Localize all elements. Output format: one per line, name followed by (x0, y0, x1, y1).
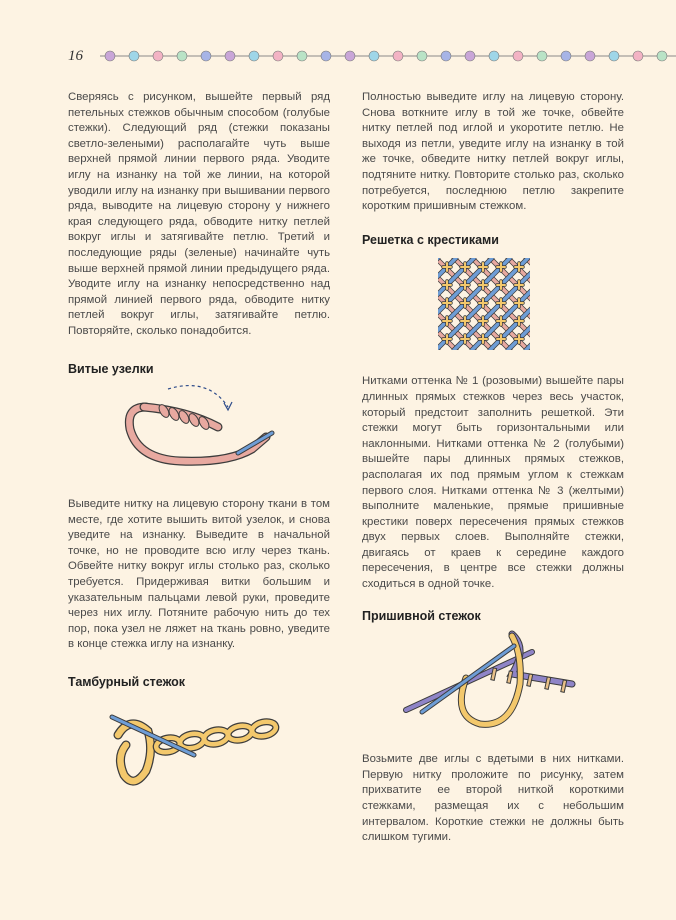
couching-illustration (362, 624, 624, 742)
bead (225, 51, 235, 61)
bead (537, 51, 547, 61)
couching-heading: Пришивной стежок (362, 608, 481, 623)
bead (153, 51, 163, 61)
bead (513, 51, 523, 61)
bead (585, 51, 595, 61)
bead (297, 51, 307, 61)
bead (249, 51, 259, 61)
bead (177, 51, 187, 61)
twisted-knot-heading: Витые узелки (68, 361, 154, 376)
intro-paragraph: Сверяясь с рисунком, вышейте первый ряд петельных стежков обычным способом (голубые стежки). Следующий ряд (стежки показаны светло-зелеными) располагайте чуть выше верхней прямой линии первого ряда. Уводите иглу на изнанку на той же линии, на которой уводили иглу на изнанку при вышивании первого ряда, выводите на лицевую сторону у нижнего края следующего ряда, обводите нитку петлей вокруг иглы и затягивайте петлю. Третий и последующие ряды (зеленые) начинайте чуть выше верхней прямой линии предыдущего ряда. Уводите иглу на изнанку непосредственно над прямой линией первого ряда, обводите нитку петлей вокруг иглы, затягивайте петлю. Повторяйте, сколько понадобится. (68, 91, 330, 337)
twisted-knot-illustration (68, 377, 330, 497)
bead (273, 51, 283, 61)
bead (369, 51, 379, 61)
bead (201, 51, 211, 61)
bead (609, 51, 619, 61)
bead (393, 51, 403, 61)
chain-stitch-illustration (68, 691, 330, 811)
page-number: 16 (68, 48, 83, 64)
right-column (362, 90, 624, 846)
bead-string-decoration (100, 46, 676, 66)
bead (129, 51, 139, 61)
bead (561, 51, 571, 61)
bead (321, 51, 331, 61)
left-column (68, 90, 330, 811)
bead (105, 51, 115, 61)
couching-text: Возьмите две иглы с вдетыми в них нитками. Первую нитку проложите по рисунку, затем прихватите ее второй ниткой короткими стежками, размещая их с небольшим интервалом. Короткие стежки не должны быть слишком тугими. (362, 753, 624, 844)
bead (441, 51, 451, 61)
bead (417, 51, 427, 61)
twisted-knot-text: Выведите нитку на лицевую сторону ткани в том месте, где хотите вышить витой узелок, и снова уведите на изнанку. Выведите в начальной точке, но не проводите всю иглу через ткань. Обвейте нитку вокруг иглы столько раз, сколько требуется. Придерживая витки большим и указательным пальцами левой руки, проведите через них иглу. Потяните рабочую нить до тех пор, пока узел не ляжет на ткань ровно, уведите в конце стежка иглу на изнанку. (68, 498, 330, 651)
chain-stitch-heading: Тамбурный стежок (68, 675, 186, 690)
lattice-heading: Решетка с крестиками (362, 232, 499, 247)
bead (465, 51, 475, 61)
bead (489, 51, 499, 61)
lattice-illustration (362, 248, 624, 360)
lattice-text: Нитками оттенка № 1 (розовыми) вышейте пары длинных прямых стежков через весь участок, который предстоит заполнить решеткой. Эти стежки могут быть горизонтальными или наклонными. Нитками оттенка № 2 (голубыми) вышейте пары длинных прямых стежков, располагая их под прямым углом к стежкам первого слоя. Нитками оттенка № 3 (желтыми) выполните маленькие, прямые пришивные крестики поверх пересечения прямых стежков двух первых слоев. Выполняйте стежки, двигаясь от краев к середине каждого пересечения, в центре все стежки должны сходиться в одной точке. (362, 375, 624, 591)
bead (657, 51, 667, 61)
continuation-paragraph: Полностью выведите иглу на лицевую сторону. Снова воткните иглу в той же точке, обвейте нитку петлей под иглой и укоротите петлю. Не выходя из петли, уведите иглу на изнанку в той же точке, обведите нитку петлей вокруг иглы, подтяните нитку. Повторите столько раз, сколько потребуется, последнюю петлю закрепите коротким пришивным стежком. (362, 91, 624, 213)
bead (633, 51, 643, 61)
bead (345, 51, 355, 61)
